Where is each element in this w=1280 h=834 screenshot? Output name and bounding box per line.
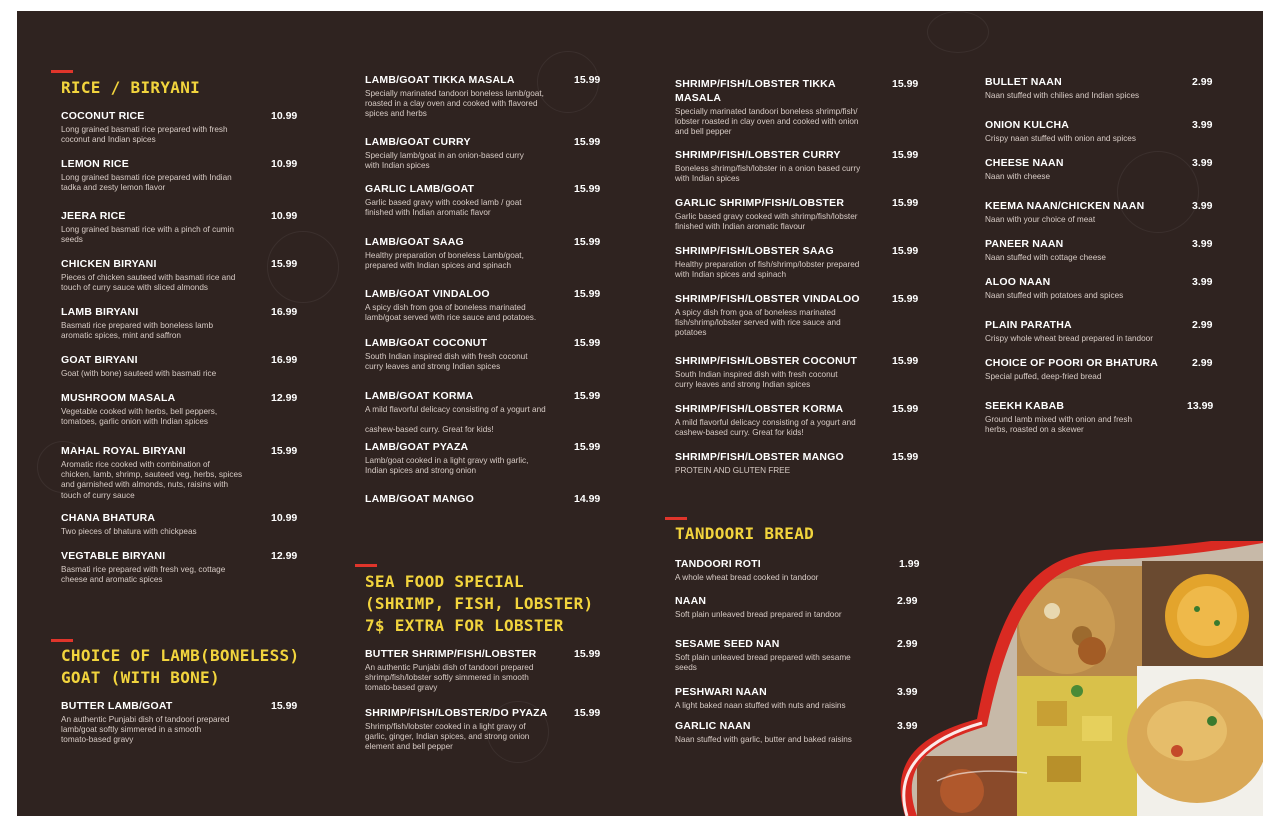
item-price: 3.99 [1192, 238, 1213, 250]
item-description: Naan with cheese [985, 172, 1051, 181]
item-price: 3.99 [897, 686, 918, 698]
item-description: Healthy preparation of fish/shrimp/lobster prepared with Indian spices and spinach [675, 260, 860, 280]
item-price: 15.99 [574, 707, 601, 719]
item-description: Shrimp/fish/lobster cooked in a light gravy of garlic, ginger, Indian spices, and strong onion element and bell pepper [365, 722, 530, 752]
item-description: A light baked naan stuffed with nuts and raisins [675, 701, 846, 710]
item-price: 3.99 [897, 720, 918, 732]
item-description: An authentic Punjabi dish of tandoori prepared lamb/goat softly simmered in a smooth tomato-based gravy [61, 715, 230, 745]
item-name: CHANA BHATURA [61, 512, 156, 524]
item-description: Lamb/goat cooked in a light gravy with garlic, Indian spices and strong onion [365, 456, 529, 476]
menu-item [675, 196, 919, 232]
item-description: Long grained basmati rice prepared with fresh coconut and Indian spices [61, 125, 228, 145]
menu-item [61, 257, 299, 293]
item-description: Vegetable cooked with herbs, bell peppers, tomatoes, garlic onion with Indian spices [61, 407, 218, 427]
item-name: SHRIMP/FISH/LOBSTER MANGO [675, 451, 844, 463]
section-accent-bar [665, 517, 687, 520]
item-name: CHICKEN BIRYANI [61, 258, 157, 270]
item-price: 15.99 [574, 136, 601, 148]
item-description: South Indian inspired dish with fresh coconut curry leaves and strong Indian spices [675, 370, 838, 390]
menu-item [985, 318, 1215, 344]
food-collage-image [877, 541, 1263, 816]
item-price: 15.99 [574, 648, 601, 660]
menu-item [675, 450, 919, 476]
item-name: GARLIC SHRIMP/FISH/LOBSTER [675, 197, 845, 209]
item-description: Basmati rice prepared with fresh veg, cottage cheese and aromatic spices [61, 565, 226, 585]
item-description: Healthy preparation of boneless Lamb/goat, prepared with Indian spices and spinach [365, 251, 524, 271]
item-description: A spicy dish from goa of boneless marinated fish/shrimp/lobster served with rice sauce and potatoes [675, 308, 841, 338]
item-name: VEGTABLE BIRYANI [61, 550, 166, 562]
item-name: LAMB/GOAT MANGO [365, 493, 474, 505]
item-price: 10.99 [271, 110, 298, 122]
item-description: Garlic based gravy with cooked lamb / goat finished with Indian aromatic flavor [365, 198, 522, 218]
item-description: Specially marinated tandoori boneless shrimp/fish/ lobster roasted in clay oven and cooked with onion and bell pepper [675, 107, 859, 137]
item-description: PROTEIN AND GLUTEN FREE [675, 466, 791, 475]
item-name: SHRIMP/FISH/LOBSTER CURRY [675, 149, 841, 161]
menu-item [985, 75, 1215, 101]
item-description: Ground lamb mixed with onion and fresh herbs, roasted on a skewer [985, 415, 1132, 435]
item-name: CHOICE OF POORI OR BHATURA [985, 357, 1159, 369]
item-price: 2.99 [1192, 76, 1213, 88]
item-name: CHEESE NAAN [985, 157, 1064, 169]
item-price: 16.99 [271, 306, 298, 318]
item-price: 2.99 [897, 595, 918, 607]
menu-item [365, 235, 603, 271]
item-price: 15.99 [574, 441, 601, 453]
item-price: 10.99 [271, 512, 298, 524]
item-name: LAMB/GOAT PYAZA [365, 441, 469, 453]
menu-item [985, 118, 1215, 144]
menu-item [365, 182, 603, 218]
item-price: 15.99 [574, 337, 601, 349]
menu-item [61, 157, 299, 193]
menu-item [675, 292, 919, 339]
item-description: Crispy whole wheat bread prepared in tandoor [985, 334, 1153, 343]
menu-item [61, 549, 299, 585]
item-price: 15.99 [892, 245, 919, 257]
item-name: BUTTER SHRIMP/FISH/LOBSTER [365, 648, 537, 660]
menu-item [985, 156, 1215, 182]
menu-item [61, 109, 299, 145]
menu-item [61, 391, 299, 427]
item-name: LAMB/GOAT VINDALOO [365, 288, 490, 300]
item-description: An authentic Punjabi dish of tandoori prepared shrimp/fish/lobster softly simmered in smooth tomato-based gravy [365, 663, 534, 693]
section-title-seafood: SEA FOOD SPECIAL (SHRIMP, FISH, LOBSTER) 7$ EXTRA FOR LOBSTER [365, 572, 594, 635]
menu-item [61, 353, 299, 379]
menu-item [365, 287, 603, 323]
item-name: LAMB/GOAT CURRY [365, 136, 471, 148]
item-description: Soft plain unleaved bread prepared in tandoor [675, 610, 842, 619]
menu-item [61, 444, 299, 501]
item-name: PLAIN PARATHA [985, 319, 1072, 331]
menu-item [61, 511, 299, 537]
item-description: Naan stuffed with garlic, butter and baked raisins [675, 735, 852, 744]
item-description: Specially lamb/goat in an onion-based curry with Indian spices [365, 151, 524, 171]
item-description: Soft plain unleaved bread prepared with sesame seeds [675, 653, 851, 673]
menu-item [675, 402, 919, 438]
item-name: ALOO NAAN [985, 276, 1051, 288]
item-description: Pieces of chicken sauteed with basmati rice and touch of curry sauce with sliced almonds [61, 273, 236, 293]
section-accent-bar [355, 564, 377, 567]
item-name: PANEER NAAN [985, 238, 1064, 250]
item-description: Specially marinated tandoori boneless lamb/goat, roasted in a clay oven and cooked with flavored spices and herbs [365, 89, 544, 119]
menu-item [365, 706, 603, 753]
item-price: 15.99 [892, 451, 919, 463]
item-name: TANDOORI ROTI [675, 558, 761, 570]
item-name: SHRIMP/FISH/LOBSTER VINDALOO [675, 293, 860, 305]
menu-item [365, 336, 603, 372]
item-price: 15.99 [892, 355, 919, 367]
item-name: COCONUT RICE [61, 110, 145, 122]
item-description: South Indian inspired dish with fresh coconut curry leaves and strong Indian spices [365, 352, 528, 372]
item-price: 3.99 [1192, 200, 1213, 212]
menu-item [61, 209, 299, 245]
item-description: Long grained basmati rice with a pinch of cumin seeds [61, 225, 234, 245]
item-price: 15.99 [892, 197, 919, 209]
item-description: Goat (with bone) sauteed with basmati rice [61, 369, 217, 378]
item-name: SHRIMP/FISH/LOBSTER TIKKA MASALA [675, 78, 836, 104]
item-description: Garlic based gravy cooked with shrimp/fish/lobster finished with Indian aromatic flavour [675, 212, 858, 232]
item-price: 15.99 [892, 403, 919, 415]
menu-item [61, 305, 299, 341]
item-description: Long grained basmati rice prepared with Indian tadka and zesty lemon flavor [61, 173, 232, 193]
item-name: GOAT BIRYANI [61, 354, 138, 366]
item-description: Naan stuffed with potatoes and spices [985, 291, 1124, 300]
item-name: JEERA RICE [61, 210, 126, 222]
item-price: 14.99 [574, 493, 601, 505]
item-name: SESAME SEED NAN [675, 638, 780, 650]
item-price: 15.99 [892, 78, 919, 90]
item-name: KEEMA NAAN/CHICKEN NAAN [985, 200, 1145, 212]
menu-item [365, 389, 603, 436]
item-description: Crispy naan stuffed with onion and spices [985, 134, 1136, 143]
item-description: Boneless shrimp/fish/lobster in a onion based curry with Indian spices [675, 164, 861, 184]
section-title-tandoori-bread: TANDOORI BREAD [675, 524, 815, 543]
item-name: SEEKH KABAB [985, 400, 1065, 412]
item-description: Two pieces of bhatura with chickpeas [61, 527, 197, 536]
item-name: SHRIMP/FISH/LOBSTER/DO PYAZA [365, 707, 548, 719]
item-price: 15.99 [892, 149, 919, 161]
menu-page [17, 11, 1263, 816]
menu-item [985, 275, 1215, 301]
menu-item [365, 492, 603, 506]
item-price: 3.99 [1192, 119, 1213, 131]
item-description: A mild flavorful delicacy consisting of a yogurt and cashew-based curry. Great for kids! [365, 405, 546, 435]
item-price: 15.99 [574, 288, 601, 300]
item-price: 13.99 [1187, 400, 1214, 412]
decorative-doodle [927, 11, 989, 53]
item-description: Basmati rice prepared with boneless lamb aromatic spices, mint and saffron [61, 321, 213, 341]
menu-item [985, 199, 1215, 225]
item-name: SHRIMP/FISH/LOBSTER SAAG [675, 245, 834, 257]
item-name: LAMB/GOAT SAAG [365, 236, 464, 248]
item-price: 2.99 [897, 638, 918, 650]
item-price: 15.99 [892, 293, 919, 305]
item-name: BULLET NAAN [985, 76, 1062, 88]
menu-item [675, 148, 919, 184]
menu-item [365, 73, 603, 120]
section-accent-bar [51, 70, 73, 73]
menu-item [985, 399, 1215, 435]
menu-item [675, 354, 919, 390]
item-name: BUTTER LAMB/GOAT [61, 700, 173, 712]
item-price: 2.99 [1192, 319, 1213, 331]
item-price: 15.99 [271, 700, 298, 712]
item-price: 15.99 [271, 445, 298, 457]
item-name: MUSHROOM MASALA [61, 392, 176, 404]
item-price: 10.99 [271, 210, 298, 222]
menu-item [365, 135, 603, 171]
item-name: GARLIC LAMB/GOAT [365, 183, 475, 195]
item-price: 15.99 [574, 183, 601, 195]
item-price: 12.99 [271, 392, 298, 404]
menu-item [675, 77, 919, 138]
item-name: LEMON RICE [61, 158, 129, 170]
section-title-rice-biryani: RICE / BIRYANI [61, 78, 201, 97]
menu-item [365, 440, 603, 476]
item-description: Naan with your choice of meat [985, 215, 1096, 224]
item-description: Naan stuffed with chilies and Indian spices [985, 91, 1140, 100]
menu-item [985, 356, 1215, 382]
item-price: 2.99 [1192, 357, 1213, 369]
item-description: A whole wheat bread cooked in tandoor [675, 573, 819, 582]
item-price: 15.99 [574, 390, 601, 402]
item-name: MAHAL ROYAL BIRYANI [61, 445, 186, 457]
item-name: LAMB/GOAT KORMA [365, 390, 474, 402]
item-price: 16.99 [271, 354, 298, 366]
item-name: LAMB/GOAT TIKKA MASALA [365, 74, 515, 86]
item-description: Aromatic rice cooked with combination of chicken, lamb, shrimp, sauteed veg, herbs, spices and garnished with almonds, nuts, raisins with touch of curry sauce [61, 460, 243, 500]
item-description: A spicy dish from goa of boneless marinated lamb/goat served with rice sauce and potatoes. [365, 303, 537, 323]
item-price: 3.99 [1192, 157, 1213, 169]
item-price: 15.99 [574, 74, 601, 86]
item-name: SHRIMP/FISH/LOBSTER COCONUT [675, 355, 858, 367]
item-name: NAAN [675, 595, 707, 607]
item-name: PESHWARI NAAN [675, 686, 767, 698]
menu-item [985, 237, 1215, 263]
item-name: ONION KULCHA [985, 119, 1070, 131]
item-price: 12.99 [271, 550, 298, 562]
item-price: 1.99 [899, 558, 920, 570]
item-price: 10.99 [271, 158, 298, 170]
menu-item [675, 244, 919, 280]
item-name: LAMB/GOAT COCONUT [365, 337, 488, 349]
item-name: GARLIC NAAN [675, 720, 751, 732]
section-accent-bar [51, 639, 73, 642]
item-description: Special puffed, deep-fried bread [985, 372, 1102, 381]
section-title-lamb-goat: CHOICE OF LAMB(BONELESS) GOAT (WITH BONE) [61, 646, 300, 687]
item-description: A mild flavorful delicacy consisting of a yogurt and cashew-based curry. Great for kids! [675, 418, 856, 438]
menu-item [61, 699, 299, 746]
item-name: LAMB BIRYANI [61, 306, 139, 318]
item-description: Naan stuffed with cottage cheese [985, 253, 1106, 262]
item-price: 3.99 [1192, 276, 1213, 288]
item-name: SHRIMP/FISH/LOBSTER KORMA [675, 403, 844, 415]
item-price: 15.99 [574, 236, 601, 248]
menu-item [365, 647, 603, 694]
item-price: 15.99 [271, 258, 298, 270]
